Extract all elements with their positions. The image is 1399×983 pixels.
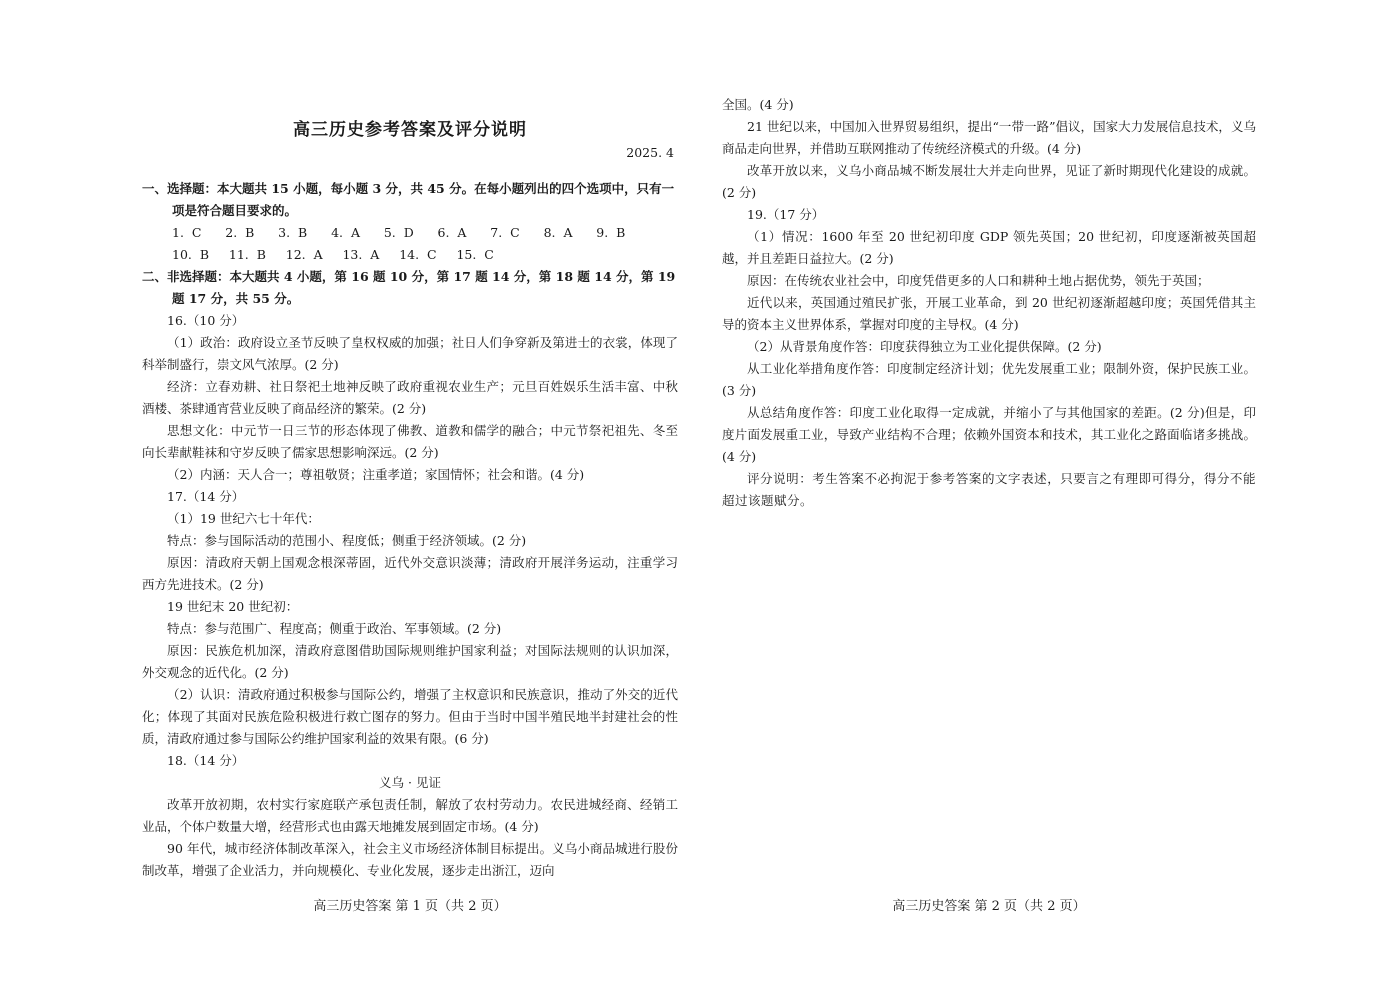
- page-2-paragraph: 原因：在传统农业社会中，印度凭借更多的人口和耕种土地占据优势，领先于英国；: [747, 273, 1210, 288]
- page-1-footer: 高三历史答案 第 1 页（共 2 页）: [313, 899, 507, 914]
- section-1-heading: 一、选择题：本大题共 15 小题，每小题 3 分，共 45 分。在每小题列出的四个选项中，只有一项是符合题目要求的。: [142, 181, 675, 218]
- page-2-paragraph: 评分说明：考生答案不必拘泥于参考答案的文字表述，只要言之有理即可得分，得分不能超过该题赋分。: [722, 471, 1256, 508]
- page-2-paragraph: （1）情况：1600 年至 20 世纪初印度 GDP 领先英国；20 世纪初，印度逐渐被英国超越，并且差距日益拉大。(2 分): [722, 229, 1256, 266]
- page-1-paragraph: 原因：民族危机加深，清政府意图借助国际规则维护国家利益；对国际法规则的认识加深，外交观念的近代化。(2 分): [142, 643, 678, 680]
- page-1-paragraph: （2）内涵：天人合一；尊祖敬贤；注重孝道；家国情怀；社会和谐。(4 分): [167, 467, 585, 482]
- page-2-footer: 高三历史答案 第 2 页（共 2 页）: [892, 899, 1086, 914]
- page-2-paragraph: （2）从背景角度作答：印度获得独立为工业化提供保障。(2 分): [747, 339, 1102, 354]
- page-2-paragraph: 全国。(4 分): [722, 97, 794, 112]
- page-1-paragraph: 18.（14 分）: [167, 753, 245, 768]
- page-1-paragraph: 特点：参与国际活动的范围小、程度低；侧重于经济领域。(2 分): [167, 533, 527, 548]
- page-1-body: [142, 310, 678, 882]
- page-2-paragraph: 改革开放以来，义乌小商品城不断发展壮大并走向世界，见证了新时期现代化建设的成就。(2 分): [722, 163, 1256, 200]
- page-2-paragraph: 19.（17 分）: [747, 207, 825, 222]
- section-2-heading: 二、非选择题：本大题共 4 小题，第 16 题 10 分，第 17 题 14 分，第 18 题 14 分，第 19 题 17 分，共 55 分。: [142, 269, 676, 306]
- page-1-paragraph: 16.（10 分）: [167, 313, 245, 328]
- page-1-paragraph: 特点：参与范围广、程度高；侧重于政治、军事领域。(2 分): [167, 621, 502, 636]
- page-1-paragraph: （1）政治：政府设立圣节反映了皇权权威的加强；社日人们争穿新及第进士的衣裳，体现了科举制盛行，崇文风气浓厚。(2 分): [142, 335, 678, 372]
- page-1-paragraph: 17.（14 分）: [167, 489, 245, 504]
- page-1-paragraph: 原因：清政府天朝上国观念根深蒂固，近代外交意识淡薄；清政府开展洋务运动，注重学习西方先进技术。(2 分): [142, 555, 678, 592]
- page-1-column: [142, 116, 678, 882]
- page-1-paragraph: 90 年代，城市经济体制改革深入，社会主义市场经济体制目标提出。义乌小商品城进行股份制改革，增强了企业活力，并向规模化、专业化发展，逐步走出浙江，迈向: [142, 841, 678, 878]
- page-2-body: [722, 94, 1256, 512]
- page-1-paragraph: 思想文化：中元节一日三节的形态体现了佛教、道教和儒学的融合；中元节祭祀祖先、冬至向长辈献鞋袜和守岁反映了儒家思想影响深远。(2 分): [142, 423, 678, 460]
- document-date: 2025. 4: [626, 145, 674, 160]
- page-2-paragraph: 21 世纪以来，中国加入世界贸易组织，提出“一带一路”倡议，国家大力发展信息技术，义乌商品走向世界，并借助互联网推动了传统经济模式的升级。(4 分): [722, 119, 1256, 156]
- page-2-paragraph: 从总结角度作答：印度工业化取得一定成就，并缩小了与其他国家的差距。(2 分)但是，印度片面发展重工业，导致产业结构不合理；依赖外国资本和技术，其工业化之路面临诸多挑战。(4 分): [722, 405, 1256, 464]
- page-2-paragraph: 近代以来，英国通过殖民扩张，开展工业革命，到 20 世纪初逐渐超越印度；英国凭借其主导的资本主义世界体系，掌握对印度的主导权。(4 分): [722, 295, 1256, 332]
- page-1-paragraph: 改革开放初期，农村实行家庭联产承包责任制，解放了农村劳动力。农民进城经商、经销工业品，个体户数量大增，经营形式也由露天地摊发展到固定市场。(4 分): [142, 797, 678, 834]
- page-1-paragraph: 19 世纪末 20 世纪初：: [167, 599, 299, 614]
- page-1-paragraph: 义乌 · 见证: [379, 775, 441, 790]
- page-1-paragraph: （2）认识：清政府通过积极参与国际公约，增强了主权意识和民族意识，推动了外交的近代化；体现了其面对民族危险积极进行救亡图存的努力。但由于当时中国半殖民地半封建社会的性质，清政府通过参与国际公约维护国家利益的效果有限。(6 分): [142, 687, 678, 746]
- document-title: 高三历史参考答案及评分说明: [293, 120, 527, 140]
- answer-key-row-2: 10. B 11. B 12. A 13. A 14. C 15. C: [172, 247, 494, 262]
- page-1-paragraph: （1）19 世纪六七十年代：: [167, 511, 320, 526]
- page-1-paragraph: 经济：立春劝耕、社日祭祀土地神反映了政府重视农业生产；元旦百姓娱乐生活丰富、中秋酒楼、茶肆通宵营业反映了商品经济的繁荣。(2 分): [142, 379, 678, 416]
- page-2-column: [722, 94, 1256, 512]
- answer-key-row-1: 1. C 2. B 3. B 4. A 5. D 6. A 7. C 8. A 9. B: [172, 225, 626, 240]
- page-2-paragraph: 从工业化举措角度作答：印度制定经济计划；优先发展重工业；限制外资，保护民族工业。(3 分): [722, 361, 1256, 398]
